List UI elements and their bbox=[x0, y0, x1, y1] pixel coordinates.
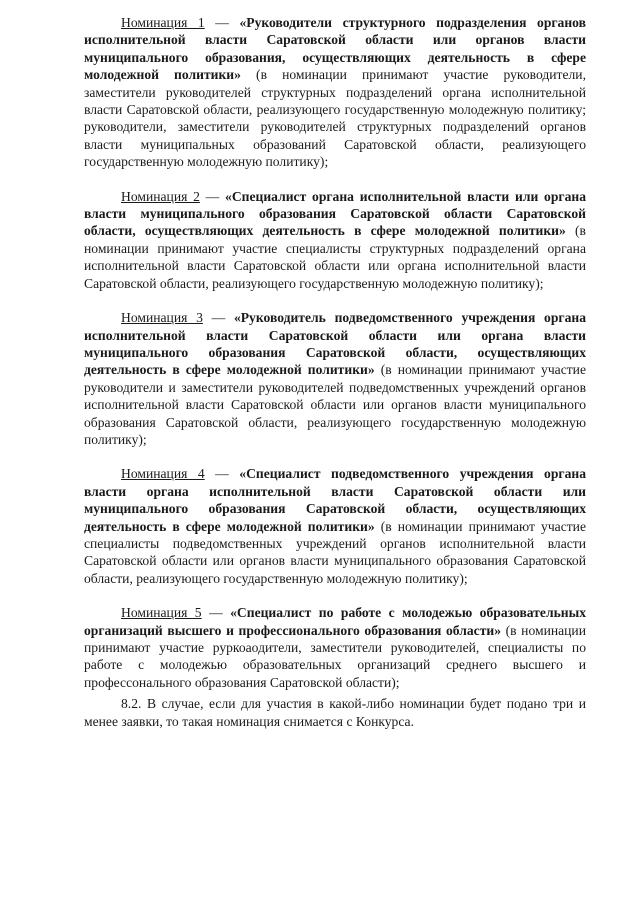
clause-8-2 bbox=[84, 695, 586, 730]
nomination-description: (в номинации принимают участие руководители и заместители руководителей подведомственных учреждений органов исполнительной власти Саратовской области или органов власти муниципального образования Саратовской области, реализующего государственную молодежную политику); bbox=[84, 362, 586, 447]
nomination-1 bbox=[84, 14, 586, 171]
nomination-description: (в номинации принимают участие руркоаодители, заместители руководителей, специалисты по работе с молодежью образовательных организаций среднего высшего и профессонального образования Саратовской области); bbox=[84, 622, 586, 690]
nomination-title: «Руководители структурного подразделения органов исполнительной власти Саратовской области или органов власти муниципального образования, осуществляющих деятельность в сфере молодежной политики» bbox=[84, 15, 586, 83]
dash: — bbox=[202, 310, 234, 326]
nomination-4 bbox=[84, 465, 586, 587]
nomination-label: Номинация 1 bbox=[121, 15, 205, 30]
nomination-label: Номинация 3 bbox=[121, 310, 203, 326]
nomination-2 bbox=[84, 188, 586, 292]
nomination-title: «Руководитель подведомственного учреждения органа исполнительной власти Саратовской области или органа власти муниципального образования Саратовской области, осуществляющих деятельность в сфере молодежной политики» bbox=[84, 310, 586, 378]
nomination-title: «Специалист по работе с молодежью образовательных организаций высшего и профессионального образования области» bbox=[84, 605, 587, 638]
nomination-title: «Специалист подведомственного учреждения органа власти органа исполнительной власти Саратовской области или муниципального образования Саратовской области, осуществляющих деятельность в сфере молодежной политики» bbox=[84, 466, 587, 534]
nomination-title: «Специалист органа исполнительной власти или органа власти муниципального образования Саратовской области Саратовской области, осуществляющих деятельность в сфере молодежной политики» bbox=[84, 188, 586, 239]
nomination-5 bbox=[84, 604, 586, 691]
dash: — bbox=[204, 466, 240, 482]
nomination-label: Номинация 4 bbox=[121, 466, 205, 482]
nomination-description: (в номинации принимают участие специалисты подведомственных учреждений органов исполнительной власти Саратовской области или органов власти муниципального образования Саратовской области, реализующего государственную молодежную политику); bbox=[84, 518, 586, 586]
dash: — bbox=[204, 15, 240, 30]
nomination-description: (в номинации принимают участие руководители, заместители руководителей структурных подразделений органа исполнительной власти Саратовской области, реализующего государственную молодежную политику; руководители, заместители руководителей структурных подразделений органов власти муниципальных образований Саратовской области, реализующего государственную молодежную политику); bbox=[84, 67, 586, 170]
dash: — bbox=[201, 605, 231, 621]
nomination-label: Номинация 2 bbox=[121, 188, 200, 204]
nomination-description: (в номинации принимают участие специалисты структурных подразделений органа исполнительной власти Саратовской области или органа исполнительной власти Саратовской области, реализующего государственную молодежную политику); bbox=[84, 223, 586, 291]
nomination-label: Номинация 5 bbox=[121, 605, 202, 621]
clause-text: 8.2. В случае, если для участия в какой-либо номинации будет подано три и менее заявки, то такая номинация снимается с Конкурса. bbox=[84, 696, 586, 729]
dash: — bbox=[199, 188, 226, 204]
nomination-3 bbox=[84, 309, 586, 448]
